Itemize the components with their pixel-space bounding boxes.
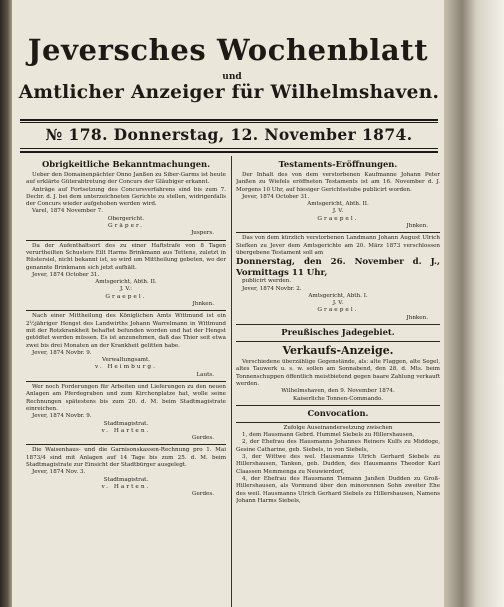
- column-divider: [231, 156, 232, 607]
- notice-countersign: Gerdes.: [192, 491, 214, 498]
- right-column: [236, 158, 440, 607]
- official-notices-heading: Obrigkeitliche Bekanntmachungen.: [41, 159, 211, 169]
- notice-authority: Stadtmagistrat.: [103, 476, 149, 483]
- notice-list-item: 1, dem Hausmann Gebrd. Hummel Siebels zu Hillershausen,: [242, 432, 415, 439]
- notice-signature: Gräper.: [108, 223, 144, 230]
- notice-authority: Amtsgericht, Abth. I.: [308, 292, 368, 299]
- sale-notice-heading: Verkaufs-Anzeige.: [282, 344, 394, 358]
- notice-date: Varel, 1874 November 7.: [32, 208, 103, 215]
- notice-date: Jever, 1874 Novbr. 2.: [242, 285, 302, 292]
- issue-line: № 178. Donnerstag, 12. November 1874.: [45, 125, 413, 144]
- masthead-subtitle: Amtlicher Anzeiger für Wilhelmshaven.: [18, 82, 440, 103]
- notice-text: Verschiedene überzählige Gegenstände, als: alte Flaggen, alte Segel, altes Tauwerk u. s. w. sollen am Sonnabend, den 28. d. Mts. beim Tonnenschuppen öffentlich meistbietend gegen baare Zahlung verkauft werden.: [236, 359, 440, 387]
- convocation-heading: Convocation.: [307, 407, 369, 418]
- convocation-header-box: [236, 405, 440, 423]
- notice-divider: [26, 381, 226, 382]
- notice-divider: [236, 232, 440, 233]
- left-column: [26, 158, 226, 607]
- notice-countersign: Lauts.: [196, 371, 214, 378]
- issue-rule-bottom: [20, 151, 438, 153]
- issue-rule-thin: [20, 148, 438, 149]
- notice-text: Da der Aufenthaltsort des zu einer Haftstrafe von 8 Tagen verurtheilten Schusters Eilt Harms Brinkmann aus Tettens, zuletzt in Rüstersiel, nicht bekannt ist, so wird um Mittheilung gebeten, wo der genannte Brinkmann sich jetzt aufhält.: [26, 242, 226, 271]
- jadegebiet-heading: Preußisches Jadegebiet.: [281, 327, 395, 338]
- notice-signature: v. Harten.: [101, 483, 151, 490]
- notice-text: Anträge auf Fortsetzung des Concursverfahrens sind bis zum 7. Decbr. d. J. bei dem unterzeichneten Gerichte zu stellen, widrigenfalls der Concurs wieder aufgehoben werden wird.: [26, 186, 226, 208]
- notice-divider: [26, 240, 226, 241]
- testament-heading: Testaments-Eröffnungen.: [278, 159, 398, 169]
- notice-date: Jever, 1874 Novbr. 9.: [32, 349, 92, 356]
- notice-signature: Graepel.: [317, 307, 359, 314]
- book-page-edges: [444, 0, 504, 607]
- notice-text: Die Waisenhaus- und die Garnisonskassen-Rechnung pro 1. Mai 1873/4 sind mit Anlagen auf 14 Tage bis zum 25. d. M. beim Stadtmagistrate zur Einsicht der Stadtbürger ausgelegt.: [26, 447, 226, 468]
- notice-authority-sub: J. V.: [332, 300, 344, 307]
- notice-authority-sub: J. V.: [332, 208, 344, 215]
- notice-list-item: 3, der Wittwe des wel. Hausmanns Ulrich Gerhard Siebels zu Hillershausen, Tanken, geb. Dudden, des Hausmanns Theodor Karl Claassen Memmenga zu Neuwierdorf,: [236, 454, 440, 475]
- notice-text: Der Inhalt des von dem verstorbenen Kaufmanne Johann Peter Janßen zu Wiefels eröffneten Testaments ist am 16. November d. J. Morgens 10 Uhr, auf hiesiger Gerichtsstube publicirt worden.: [236, 172, 440, 193]
- notice-authority: Verwaltungsamt.: [102, 357, 150, 364]
- masthead-und: und: [222, 72, 242, 82]
- notice-date: Jever, 1874 Nov. 3.: [32, 469, 86, 476]
- notice-text: Nach einer Mittheilung des Königlichen Amts Wittmund ist ein 2½jähriger Hengst des Landwirths Johann Warrelmann in Wittmund mit der Rotzkrankheit behaftet befunden worden und hat der Hengst getödtet werden müssen. Es ist anzunehmen, daß das Thier seit etwa zwei bis drei Monaten an der Krankheit gelitten habe.: [26, 313, 226, 349]
- notice-countersign: Jhnken.: [192, 301, 214, 308]
- notice-text: publicirt werden.: [242, 278, 292, 285]
- jadegebiet-header-box: [236, 324, 440, 342]
- notice-date-emphasis: Donnerstag, den 26. November d. J., Vormittags 11 Uhr,: [236, 257, 440, 278]
- notice-signature: v. Harten.: [101, 427, 151, 434]
- notice-date: Wilhelmshaven, den 9. November 1874.: [281, 388, 395, 395]
- notice-countersign: Juspers.: [191, 230, 214, 237]
- notice-authority-sub: J. V.:: [119, 286, 133, 293]
- notice-countersign: Gerdes.: [192, 435, 214, 442]
- notice-text: Wer noch Forderungen für Arbeiten und Lieferungen zu den neuen Anlagen am Pferdegraben und zum Kirchenplatze hat, wolle seine Rechnungen spätestens bis zum 20. d. M. beim Stadtmagistrate einreichen.: [26, 384, 226, 412]
- notice-text: Ueber den Domainenpächter Onno Janßen zu Siber-Garms ist heute auf erklärte Güterabtretung der Concurs der Gläubiger erkannt.: [26, 172, 226, 186]
- notice-text: Zufolge Auseinandersetzung zwischen: [283, 424, 393, 431]
- notice-authority: Amtsgericht, Abth. II.: [95, 279, 157, 286]
- book-spine-shadow: [0, 0, 12, 607]
- notice-countersign: Jhnken.: [406, 223, 428, 230]
- notice-divider: [26, 310, 226, 311]
- notice-text: Das von dem kürzlich verstorbenen Landmann Johann August Ulrich Siefken zu Jever dem Amtsgerichte am 20. März 1873 verschlossen übergebene Testament soll am: [236, 235, 440, 256]
- notice-date: Jever, 1874 October 31.: [242, 193, 310, 200]
- notice-authority: Stadtmagistrat.: [103, 420, 149, 427]
- notice-date: Jever, 1874 Novbr. 9.: [32, 413, 92, 420]
- notice-authority: Amtsgericht, Abth. II.: [307, 201, 369, 208]
- masthead-title: Jeversches Wochenblatt: [27, 33, 429, 67]
- notice-signature: v. Heimburg.: [95, 364, 157, 371]
- notice-signature: Graepel.: [105, 293, 147, 300]
- masthead-rule-top-thin: [20, 122, 438, 123]
- notice-signature: Graepel.: [317, 215, 359, 222]
- notice-list-item: 4, der Ehefrau des Hausmann Tiemann Janßen Dudden zu Groß-Hillershausen, als Vormund über den minorennen Sohn zweiter Ehe des weil. Hausmanns Ulrich Gerhard Siebels zu Hillershausen, Namens Johann Harms Siebels,: [236, 475, 440, 504]
- notice-date: Jever, 1874 October 31.: [32, 271, 100, 278]
- notice-authority: Obergericht.: [107, 215, 145, 222]
- newspaper-page: [12, 0, 444, 607]
- notice-authority: Kaiserliche Tonnen-Commando.: [292, 395, 384, 402]
- notice-divider: [26, 444, 226, 445]
- notice-countersign: Jhnken.: [406, 314, 428, 321]
- notice-list-item: 2, der Ehefrau des Hausmanns Johannes Reiners Kulfs zu Middoge, Gesine Catharine, geb. Siebels, in von Siebels,: [236, 439, 440, 453]
- masthead-rule-top: [20, 119, 438, 121]
